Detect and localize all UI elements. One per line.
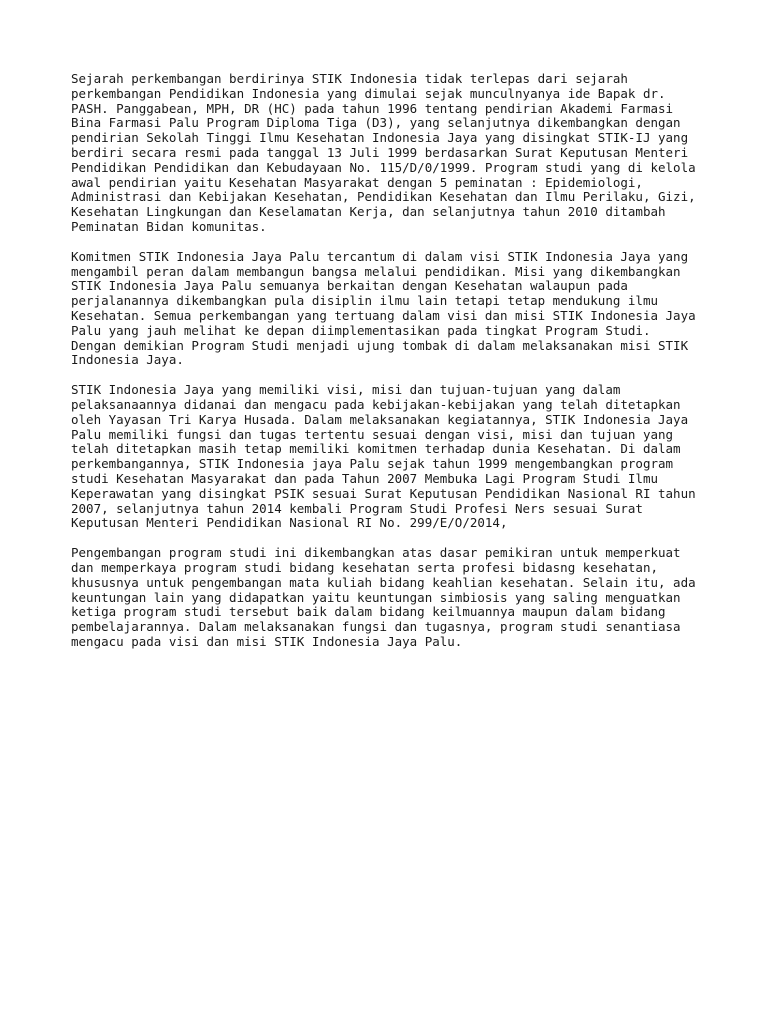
text-line: Pendidikan Pendidikan dan Kebudayaan No. 115/D/0/1999. Program studi yang di kelola: [71, 159, 696, 175]
paragraph-vision-mission: [71, 383, 731, 531]
text-line: Sejarah perkembangan berdirinya STIK Indonesia tidak terlepas dari sejarah: [71, 71, 628, 86]
text-line: Keputusan Menteri Pendidikan Nasional RI No. 299/E/O/2014,: [71, 515, 508, 531]
text-line: ketiga program studi tersebut baik dalam bidang keilmuannya maupun dalam bidang: [71, 604, 666, 620]
text-line: Keperawatan yang disingkat PSIK sesuai Surat Keputusan Pendidikan Nasional RI tahun: [71, 485, 696, 501]
text-line: berdiri secara resmi pada tanggal 13 Juli 1999 berdasarkan Surat Keputusan Menteri: [71, 144, 689, 160]
text-line: Dengan demikian Program Studi menjadi ujung tombak di dalam melaksanakan misi STIK: [71, 337, 689, 353]
text-line: mengacu pada visi dan misi STIK Indonesia Jaya Palu.: [71, 633, 463, 649]
text-line: pelaksanaannya didanai dan mengacu pada kebijakan-kebijakan yang telah ditetapkan: [71, 396, 681, 412]
text-line: Bina Farmasi Palu Program Diploma Tiga (D3), yang selanjutnya dikembangkan dengan: [71, 115, 681, 131]
text-line: Palu memiliki fungsi dan tugas tertentu sesuai dengan visi, misi dan tujuan yang: [71, 426, 674, 442]
text-line: 2007, selanjutnya tahun 2014 kembali Program Studi Profesi Ners sesuai Surat: [71, 500, 643, 516]
text-line: pendirian Sekolah Tinggi Ilmu Kesehatan Indonesia Jaya yang disingkat STIK-IJ yang: [71, 130, 689, 146]
text-line: Administrasi dan Kebijakan Kesehatan, Pendidikan Kesehatan dan Ilmu Perilaku, Gizi,: [71, 189, 696, 205]
text-line: pembelajarannya. Dalam melaksanakan fungsi dan tugasnya, program studi senantiasa: [71, 619, 681, 635]
text-line: STIK Indonesia Jaya yang memiliki visi, misi dan tujuan-tujuan yang dalam: [71, 382, 621, 398]
paragraph-history: [71, 72, 731, 235]
text-line: mengambil peran dalam membangun bangsa melalui pendidikan. Misi yang dikembangkan: [71, 263, 681, 279]
document-body: [71, 72, 731, 665]
text-line: Komitmen STIK Indonesia Jaya Palu tercantum di dalam visi STIK Indonesia Jaya yang: [71, 248, 689, 264]
text-line: telah ditetapkan masih tetap memiliki komitmen terhadap dunia Kesehatan. Di dalam: [71, 441, 681, 457]
text-line: Kesehatan Lingkungan dan Keselamatan Kerja, dan selanjutnya tahun 2010 ditambah: [71, 204, 666, 220]
text-line: awal pendirian yaitu Kesehatan Masyarakat dengan 5 peminatan : Epidemiologi,: [71, 174, 643, 190]
text-line: perkembangan Pendidikan Indonesia yang dimulai sejak munculnyanya ide Bapak dr.: [71, 85, 666, 101]
text-line: perjalanannya dikembangkan pula disiplin ilmu lain tetapi tetap mendukung ilmu: [71, 293, 658, 309]
text-line: Indonesia Jaya.: [71, 352, 184, 368]
text-line: khususnya untuk pengembangan mata kuliah bidang keahlian kesehatan. Selain itu, ada: [71, 574, 696, 590]
text-line: PASH. Panggabean, MPH, DR (HC) pada tahun 1996 tentang pendirian Akademi Farmasi: [71, 100, 674, 116]
text-line: Palu yang jauh melihat ke depan diimplementasikan pada tingkat Program Studi.: [71, 322, 651, 338]
text-line: perkembangannya, STIK Indonesia jaya Palu sejak tahun 1999 mengembangkan program: [71, 456, 674, 472]
text-line: Pengembangan program studi ini dikembangkan atas dasar pemikiran untuk memperkuat: [71, 545, 681, 561]
text-line: Peminatan Bidan komunitas.: [71, 218, 267, 234]
text-line: oleh Yayasan Tri Karya Husada. Dalam melaksanakan kegiatannya, STIK Indonesia Jaya: [71, 411, 689, 427]
text-line: Kesehatan. Semua perkembangan yang tertuang dalam visi dan misi STIK Indonesia Jaya: [71, 307, 696, 323]
text-line: dan memperkaya program studi bidang kesehatan serta profesi bidasng kesehatan,: [71, 559, 658, 575]
paragraph-development: [71, 546, 731, 650]
text-line: keuntungan lain yang didapatkan yaitu keuntungan simbiosis yang saling menguatkan: [71, 589, 681, 605]
text-line: STIK Indonesia Jaya Palu semuanya berkaitan dengan Kesehatan walaupun pada: [71, 278, 628, 294]
text-line: studi Kesehatan Masyarakat dan pada Tahun 2007 Membuka Lagi Program Studi Ilmu: [71, 470, 658, 486]
paragraph-commitment: [71, 250, 731, 368]
